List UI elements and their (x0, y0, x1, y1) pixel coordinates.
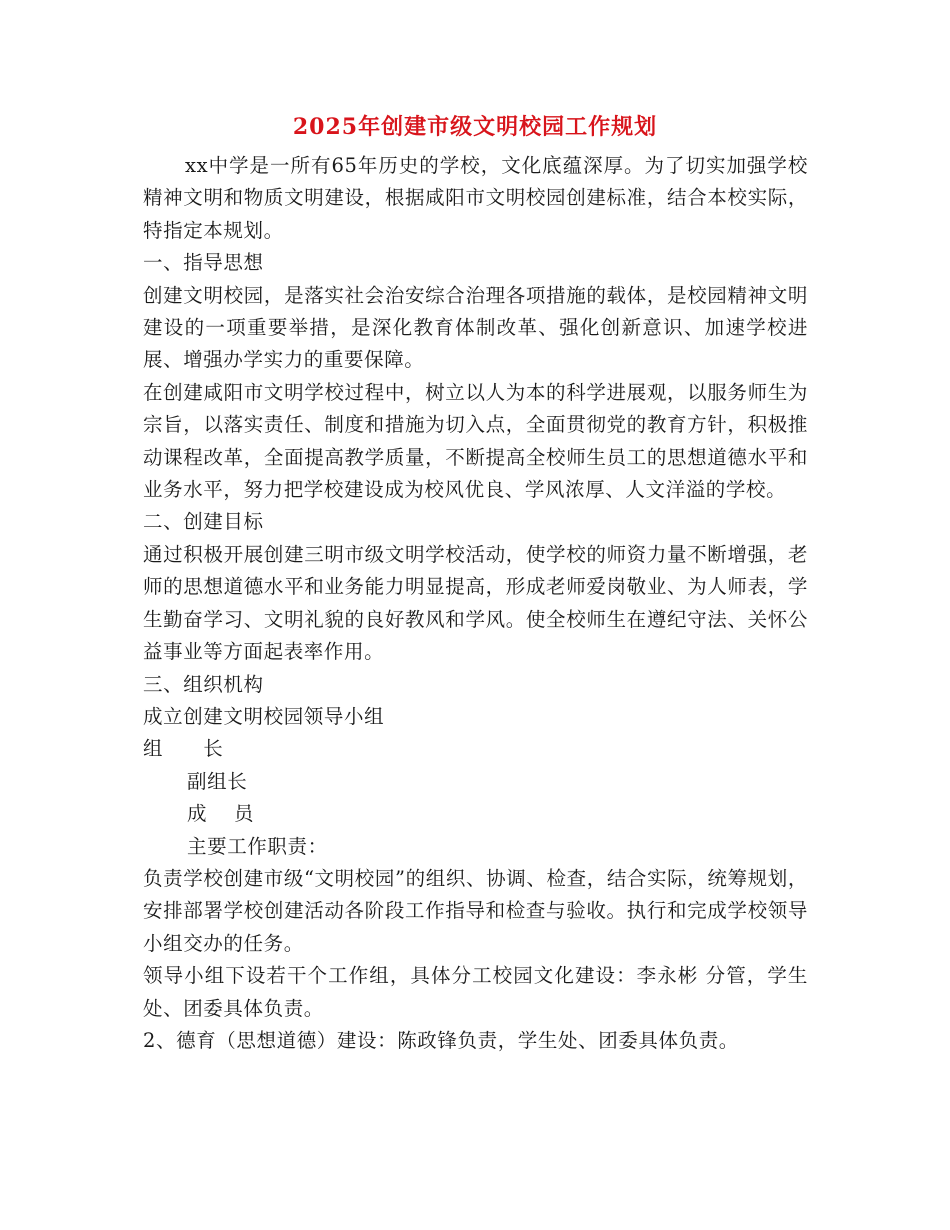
paragraph: 成立创建文明校园领导小组 (143, 704, 385, 728)
role-leader: 组 长 (143, 737, 224, 761)
paragraph: 负责学校创建市级“文明校园”的组织、协调、检查，结合实际，统筹规划，安排部署学校创建活动各阶段工作指导和检查与验收。执行和完成学校领导小组交办的任务。 (143, 866, 808, 955)
intro-paragraph: xx中学是一所有65年历史的学校，文化底蕴深厚。为了切实加强学校精神文明和物质文明建设，根据咸阳市文明校园创建标准，结合本校实际，特指定本规划。 (143, 154, 808, 242)
document-title: 2025年创建市级文明校园工作规划 (292, 114, 658, 140)
duties-heading: 主要工作职责： (187, 834, 328, 858)
document-body (143, 150, 808, 1057)
paragraph: 领导小组下设若干个工作组，具体分工校园文化建设：李永彬 分管，学生处、团委具体负责。 (143, 964, 808, 1020)
section-heading-guiding-ideology: 一、指导思想 (143, 251, 264, 275)
paragraph: 创建文明校园，是落实社会治安综合治理各项措施的载体，是校园精神文明建设的一项重要举措，是深化教育体制改革、强化创新意识、加速学校进展、增强办学实力的重要保障。 (143, 283, 808, 372)
paragraph: 通过积极开展创建三明市级文明学校活动，使学校的师资力量不断增强，老师的思想道德水平和业务能力明显提高，形成老师爱岗敬业、为人师表，学生勤奋学习、文明礼貌的良好教风和学风。使全校师生在遵纪守法、关怀公益事业等方面起表率作用。 (143, 542, 808, 664)
paragraph: 在创建咸阳市文明学校过程中，树立以人为本的科学进展观，以服务师生为宗旨，以落实责任、制度和措施为切入点，全面贯彻党的教育方针，积极推动课程改革，全面提高教学质量，不断提高全校师生员工的思想道德水平和业务水平，努力把学校建设成为校风优良、学风浓厚、人文洋溢的学校。 (143, 380, 808, 502)
role-deputy-leader: 副组长 (187, 769, 248, 793)
section-heading-goals: 二、创建目标 (143, 510, 264, 534)
section-heading-organization: 三、组织机构 (143, 672, 264, 696)
role-member: 成 员 (187, 802, 255, 826)
paragraph: 2、德育（思想道德）建设：陈政锋负责，学生处、团委具体负责。 (143, 1028, 739, 1052)
